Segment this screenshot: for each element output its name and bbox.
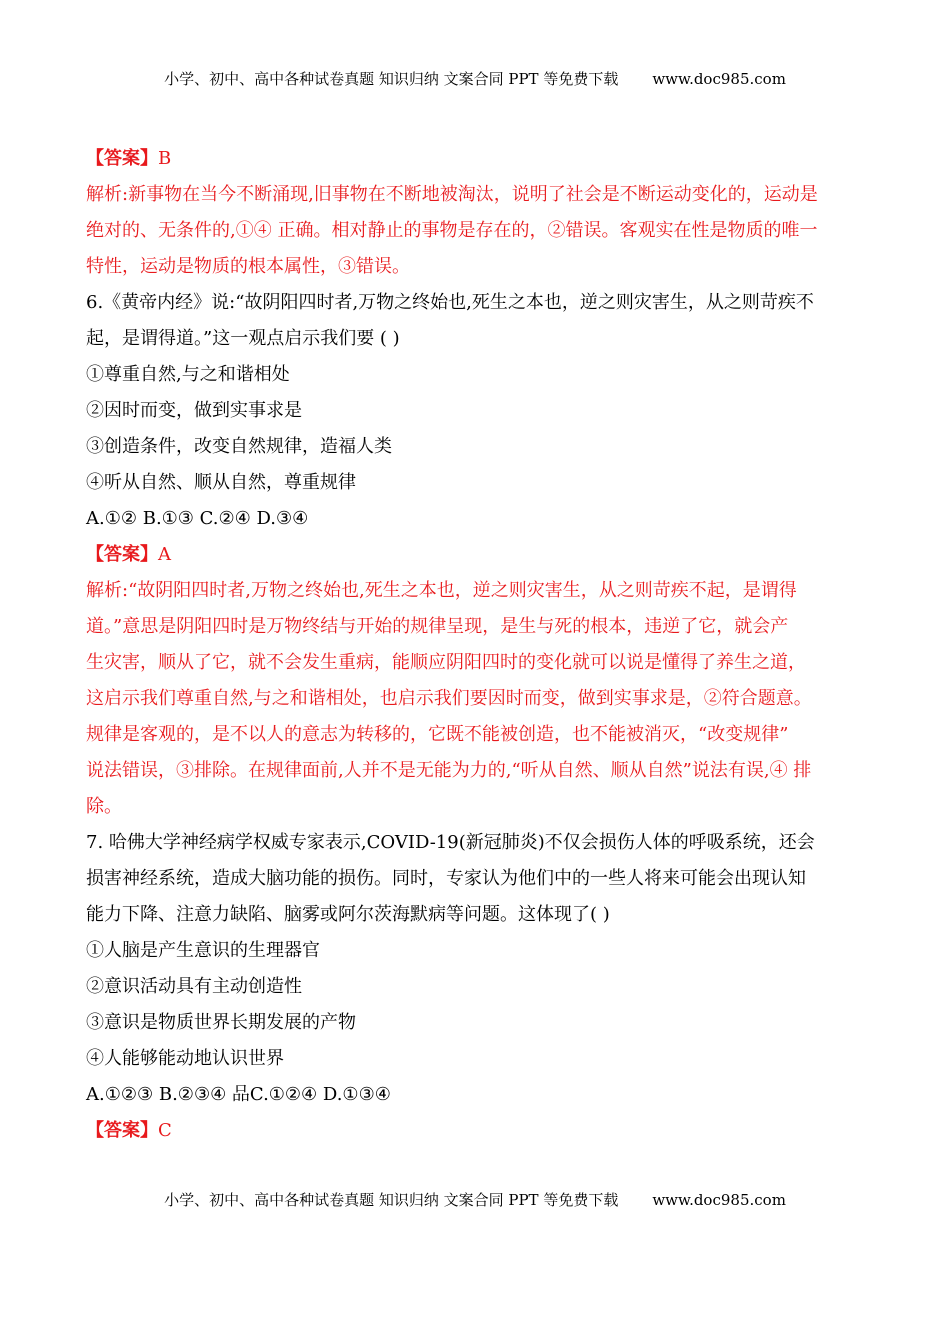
q7-option: ①人脑是产生意识的生理器官 (86, 940, 320, 961)
q6-option: ②因时而变，做到实事求是 (86, 400, 302, 421)
q7-stem-line: 损害神经系统，造成大脑功能的损伤。同时，专家认为他们中的一些人将来可能会出现认知 (86, 868, 806, 889)
q7-answer-value: C (158, 1120, 172, 1141)
q7-option: ②意识活动具有主动创造性 (86, 976, 302, 997)
q7-stem-line: 能力下降、注意力缺陷、脑雾或阿尔茨海默病等问题。这体现了( ) (86, 904, 610, 925)
q7-stem-line: 7. 哈佛大学神经病学权威专家表示,COVID-19(新冠肺炎)不仅会损伤人体的呼吸系统，还会 (86, 832, 815, 853)
document-body (86, 141, 864, 1149)
header-url: www.doc985.com (652, 70, 786, 88)
q6-answer (86, 537, 864, 573)
q7-option: ③意识是物质世界长期发展的产物 (86, 1012, 356, 1033)
page-footer (0, 1190, 950, 1210)
footer-url: www.doc985.com (652, 1191, 786, 1209)
q6-analysis-line: 生灾害，顺从了它，就不会发生重病，能顺应阴阳四时的变化就可以说是懂得了养生之道， (86, 652, 806, 673)
q6-choices: A.①② B.①③ C.②④ D.③④ (86, 508, 309, 529)
q6-stem-line: 起，是谓得道。”这一观点启示我们要 ( ) (86, 328, 400, 349)
q6-analysis-line: 解析:“故阴阳四时者,万物之终始也,死生之本也，逆之则灾害生，从之则苛疾不起，是谓得 (86, 580, 797, 601)
q6-analysis-line: 规律是客观的，是不以人的意志为转移的，它既不能被创造，也不能被消灭，“改变规律” (86, 724, 789, 745)
footer-text: 小学、初中、高中各种试卷真题 知识归纳 文案合同 PPT 等免费下载 (164, 1191, 619, 1209)
q5-answer-value: B (158, 148, 172, 169)
q5-analysis-line: 绝对的、无条件的,①④ 正确。相对静止的事物是存在的，②错误。客观实在性是物质的唯一 (86, 220, 818, 241)
header-text: 小学、初中、高中各种试卷真题 知识归纳 文案合同 PPT 等免费下载 (164, 70, 619, 88)
page-header (0, 69, 950, 89)
q6-analysis-line: 说法错误，③排除。在规律面前,人并不是无能为力的,“听从自然、顺从自然”说法有误,④ 排 (86, 760, 812, 781)
q5-analysis-line: 特性，运动是物质的根本属性，③错误。 (86, 256, 410, 277)
q7-option: ④人能够能动地认识世界 (86, 1048, 284, 1069)
q5-analysis-line: 解析:新事物在当今不断涌现,旧事物在不断地被淘汰，说明了社会是不断运动变化的，运动是 (86, 184, 818, 205)
q6-option: ④听从自然、顺从自然，尊重规律 (86, 472, 356, 493)
q6-answer-label: 【答案】 (86, 544, 158, 565)
q5-answer-label: 【答案】 (86, 148, 158, 169)
q6-answer-value: A (158, 544, 171, 565)
q6-stem-line: 6.《黄帝内经》说:“故阴阳四时者,万物之终始也,死生之本也，逆之则灾害生，从之则苛疾不 (86, 292, 814, 313)
q5-answer (86, 141, 864, 177)
q6-analysis-line: 除。 (86, 796, 122, 817)
q7-answer (86, 1113, 864, 1149)
q6-option: ①尊重自然,与之和谐相处 (86, 364, 290, 385)
q7-choices: A.①②③ B.②③④ 品C.①②④ D.①③④ (86, 1084, 391, 1105)
q6-option: ③创造条件，改变自然规律，造福人类 (86, 436, 392, 457)
q7-answer-label: 【答案】 (86, 1120, 158, 1141)
q6-analysis-line: 这启示我们尊重自然,与之和谐相处，也启示我们要因时而变，做到实事求是，②符合题意。 (86, 688, 812, 709)
q6-analysis-line: 道。”意思是阴阳四时是万物终结与开始的规律呈现，是生与死的根本，违逆了它，就会产 (86, 616, 789, 637)
